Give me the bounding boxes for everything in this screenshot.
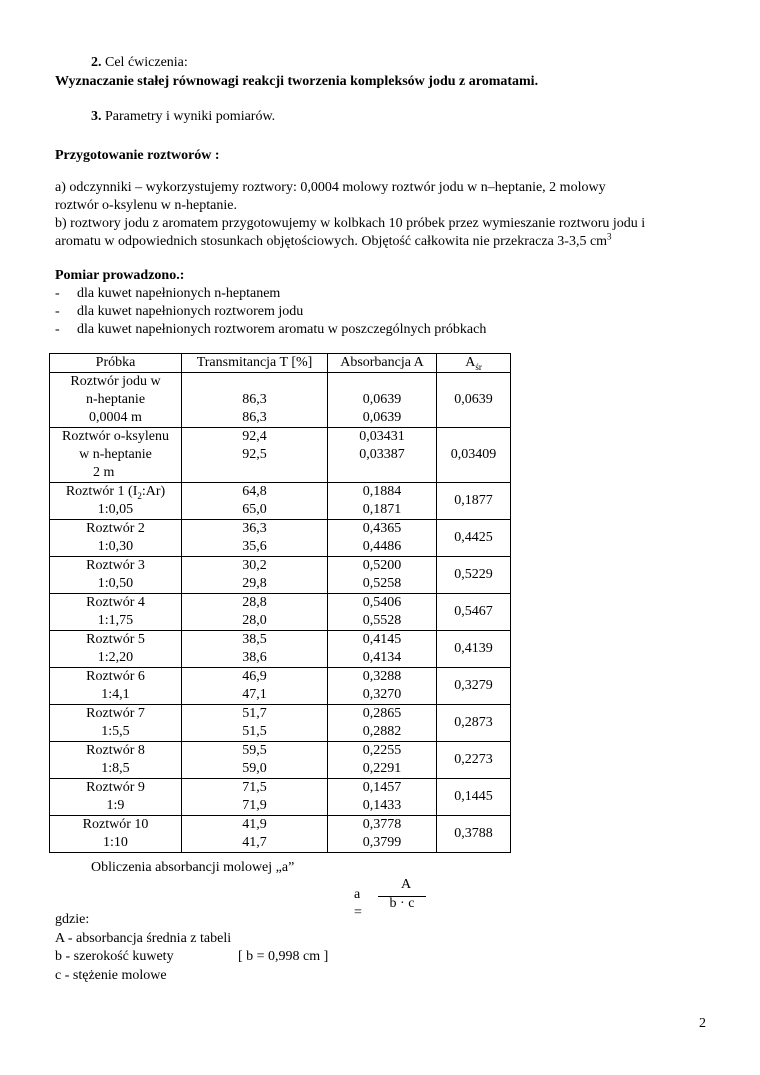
- goal-text: Wyznaczanie stałej równowagi reakcji tworzenia kompleksów jodu z aromatami.: [55, 74, 539, 89]
- cell-sample: [50, 631, 182, 668]
- cell-sample: [50, 520, 182, 557]
- cell-line: 59,0: [242, 761, 267, 776]
- cell-sample: [50, 428, 182, 483]
- section-2-number: 2.: [91, 55, 102, 70]
- cell-sample: [50, 594, 182, 631]
- table-row: [50, 520, 511, 557]
- cell-line-tail: :Ar): [141, 484, 166, 499]
- measure-item: [55, 285, 486, 303]
- para-b-line-1: b) roztwory jodu z aromatem przygotowujemy w kolbkach 10 próbek przez wymieszanie roztworu jodu i: [55, 216, 646, 231]
- legend-b: b - szerokość kuwety: [55, 949, 174, 964]
- cell-line: [328, 373, 436, 391]
- cell-line: 0,2255: [362, 743, 402, 758]
- cell-absorbance: [328, 705, 437, 742]
- cell-line: Roztwór 7: [86, 706, 145, 721]
- cell-transmittance: [182, 428, 328, 483]
- table-header-row: [50, 354, 511, 373]
- cell-line: 38,5: [242, 632, 267, 647]
- cell-line: 28,0: [242, 613, 267, 628]
- header-absorbance: Absorbancja A: [328, 354, 437, 373]
- cell-line: 41,7: [242, 835, 267, 850]
- cell-line: 30,2: [242, 558, 267, 573]
- cell-line: 0,1433: [362, 798, 402, 813]
- cell-line: Roztwór jodu w: [70, 374, 161, 389]
- cell-avg: 0,03409: [437, 428, 511, 483]
- cell-avg: 0,4139: [437, 631, 511, 668]
- cell-line: 0,1457: [362, 780, 402, 795]
- cell-line: 64,8: [242, 484, 267, 499]
- measure-item-text: dla kuwet napełnionych roztworem aromatu w poszczególnych próbkach: [77, 322, 487, 337]
- cell-sample: [50, 557, 182, 594]
- cell-line: 29,8: [242, 576, 267, 591]
- cell-line: 1:2,20: [97, 650, 134, 665]
- cell-transmittance: [182, 631, 328, 668]
- cell-absorbance: [328, 557, 437, 594]
- prep-heading: Przygotowanie roztworów :: [55, 148, 220, 163]
- cell-avg: 0,5467: [437, 594, 511, 631]
- legend-a: A - absorbancja średnia z tabeli: [55, 931, 232, 946]
- cell-line: Roztwór 9: [86, 780, 145, 795]
- cell-line: 1:10: [103, 835, 128, 850]
- cell-line: 1:1,75: [97, 613, 134, 628]
- cell-line: 92,5: [242, 447, 267, 462]
- para-a-line-1: a) odczynniki – wykorzystujemy roztwory: 0,0004 molowy roztwór jodu w n–heptanie, 2 molowy: [55, 180, 606, 195]
- cell-absorbance: [328, 483, 437, 520]
- cell-line: [328, 464, 436, 482]
- cell-line: 1:8,5: [101, 761, 130, 776]
- calc-heading: Obliczenia absorbancji molowej „a”: [91, 860, 295, 875]
- cell-absorbance: [328, 668, 437, 705]
- cell-line: [182, 373, 327, 391]
- table-row: [50, 668, 511, 705]
- cell-sample: [50, 742, 182, 779]
- cell-line: 0,0639: [362, 392, 402, 407]
- cell-line: 86,3: [242, 410, 267, 425]
- cell-line: Roztwór 2: [86, 521, 145, 536]
- cell-absorbance: [328, 594, 437, 631]
- cell-sample: [50, 816, 182, 853]
- cell-line: 65,0: [242, 502, 267, 517]
- cell-line: 1:0,30: [97, 539, 134, 554]
- table-row: [50, 594, 511, 631]
- para-a-line-2: roztwór o-ksylenu w n-heptanie.: [55, 198, 237, 213]
- measure-heading: Pomiar prowadzono.:: [55, 268, 185, 283]
- b-value: [ b = 0,998 cm ]: [238, 949, 329, 964]
- cell-line: w n-heptanie: [79, 447, 152, 462]
- cell-line: 28,8: [242, 595, 267, 610]
- cell-line: 0,5528: [362, 613, 402, 628]
- cell-line: 0,3288: [362, 669, 402, 684]
- para-b-line-2: [55, 233, 645, 251]
- section-3-number: 3.: [91, 109, 102, 124]
- cell-line: 38,6: [242, 650, 267, 665]
- cell-transmittance: [182, 816, 328, 853]
- bullet: -: [55, 322, 60, 337]
- header-transmittance: Transmitancja T [%]: [182, 354, 328, 373]
- cell-sample: [50, 779, 182, 816]
- cell-absorbance: [328, 816, 437, 853]
- cell-line: Roztwór 3: [86, 558, 145, 573]
- measure-list: [55, 285, 486, 339]
- cell-line: 35,6: [242, 539, 267, 554]
- formula-numerator: A: [400, 877, 412, 892]
- cell-line: 47,1: [242, 687, 267, 702]
- cell-line: 0,0004 m: [89, 410, 142, 425]
- cell-line-text: Roztwór 1 (I: [65, 484, 138, 499]
- cell-absorbance: [328, 779, 437, 816]
- cell-absorbance: [328, 742, 437, 779]
- para-b-line-2-text: aromatu w odpowiednich stosunkach objętościowych. Objętość całkowita nie przekracza 3-3,5 cm: [55, 234, 608, 249]
- header-sample: Próbka: [50, 354, 182, 373]
- cell-avg: 0,2273: [437, 742, 511, 779]
- section-2-label: Cel ćwiczenia:: [101, 55, 188, 70]
- cell-line: 0,5200: [362, 558, 402, 573]
- cell-avg: 0,1445: [437, 779, 511, 816]
- cell-line: 92,4: [242, 429, 267, 444]
- table-row: [50, 483, 511, 520]
- cell-line: 0,3270: [362, 687, 402, 702]
- formula-denominator: b · c: [389, 896, 415, 911]
- cell-line: 36,3: [242, 521, 267, 536]
- cell-transmittance: [182, 520, 328, 557]
- cell-line: 0,3778: [362, 817, 402, 832]
- cell-line: [182, 464, 327, 482]
- cell-line: 0,1871: [362, 502, 402, 517]
- cell-avg: 0,3279: [437, 668, 511, 705]
- where-label: gdzie:: [55, 912, 90, 927]
- table-row: [50, 557, 511, 594]
- header-avg-sub: śr: [475, 361, 482, 372]
- cell-transmittance: [182, 705, 328, 742]
- cell-line: 0,2882: [362, 724, 402, 739]
- cell-line: 0,1884: [362, 484, 402, 499]
- table-row: [50, 705, 511, 742]
- bullet: -: [55, 304, 60, 319]
- cell-line: 0,5258: [362, 576, 402, 591]
- cell-line: 0,4134: [362, 650, 402, 665]
- cell-avg: 0,2873: [437, 705, 511, 742]
- cell-absorbance: [328, 520, 437, 557]
- section-2-heading: [91, 54, 188, 72]
- cell-line: 51,7: [242, 706, 267, 721]
- cell-line: Roztwór o-ksylenu: [62, 429, 169, 444]
- section-3-heading: [91, 108, 275, 126]
- cell-sample: [50, 373, 182, 428]
- cell-transmittance: [182, 373, 328, 428]
- legend-c: c - stężenie molowe: [55, 968, 167, 983]
- cell-line: 1:5,5: [101, 724, 130, 739]
- cell-avg: 0,5229: [437, 557, 511, 594]
- cell-sample: [50, 668, 182, 705]
- cell-line: 0,3799: [362, 835, 402, 850]
- cell-transmittance: [182, 779, 328, 816]
- cell-line: 1:0,05: [97, 502, 134, 517]
- cell-line: 0,2865: [362, 706, 402, 721]
- bullet: -: [55, 286, 60, 301]
- cell-transmittance: [182, 594, 328, 631]
- para-a: [55, 179, 645, 251]
- cell-line: 0,5406: [362, 595, 402, 610]
- cell-line: 46,9: [242, 669, 267, 684]
- cell-line: 0,4145: [362, 632, 402, 647]
- results-table: [49, 353, 511, 853]
- cell-line: 51,5: [242, 724, 267, 739]
- table-row: [50, 631, 511, 668]
- cell-avg: 0,0639: [437, 373, 511, 428]
- measure-item-text: dla kuwet napełnionych roztworem jodu: [77, 304, 304, 319]
- table-row: [50, 742, 511, 779]
- cell-line: 0,4486: [362, 539, 402, 554]
- cell-avg: 0,3788: [437, 816, 511, 853]
- cell-line: 0,2291: [362, 761, 402, 776]
- cell-line: Roztwór 4: [86, 595, 145, 610]
- header-avg-absorbance: [437, 354, 511, 373]
- header-avg-main: A: [465, 355, 476, 370]
- cell-transmittance: [182, 742, 328, 779]
- measure-item: [55, 321, 486, 339]
- cell-line: n-heptanie: [85, 392, 146, 407]
- cell-line: 0,4365: [362, 521, 402, 536]
- cell-line: Roztwór 10: [82, 817, 149, 832]
- cell-absorbance: [328, 373, 437, 428]
- cell-line: 0,03387: [359, 447, 405, 462]
- page-number: 2: [699, 1016, 706, 1031]
- cell-avg: 0,1877: [437, 483, 511, 520]
- cell-absorbance: [328, 428, 437, 483]
- cell-line: [50, 483, 181, 501]
- cell-line: Roztwór 8: [86, 743, 145, 758]
- cell-line: 1:4,1: [101, 687, 130, 702]
- cell-line: 2 m: [93, 465, 115, 480]
- cell-line: 71,9: [242, 798, 267, 813]
- cell-sample: [50, 483, 182, 520]
- cell-absorbance: [328, 631, 437, 668]
- cell-line: 0,03431: [359, 429, 405, 444]
- cell-line: 1:9: [106, 798, 125, 813]
- table-row: [50, 373, 511, 428]
- table-row: [50, 428, 511, 483]
- measure-item-text: dla kuwet napełnionych n-heptanem: [77, 286, 281, 301]
- para-b-superscript: 3: [607, 231, 612, 242]
- cell-avg: 0,4425: [437, 520, 511, 557]
- cell-transmittance: [182, 557, 328, 594]
- cell-transmittance: [182, 668, 328, 705]
- table-row: [50, 816, 511, 853]
- cell-line: 0,0639: [362, 410, 402, 425]
- cell-line: 86,3: [242, 392, 267, 407]
- cell-line: 71,5: [242, 780, 267, 795]
- formula-lhs: a =: [354, 887, 362, 920]
- cell-transmittance: [182, 483, 328, 520]
- cell-subscript: 2: [137, 490, 142, 501]
- cell-line: Roztwór 6: [86, 669, 145, 684]
- section-3-label: Parametry i wyniki pomiarów.: [101, 109, 276, 124]
- cell-line: 59,5: [242, 743, 267, 758]
- table-row: [50, 779, 511, 816]
- measure-item: [55, 303, 486, 321]
- cell-line: Roztwór 5: [86, 632, 145, 647]
- cell-sample: [50, 705, 182, 742]
- cell-line: 41,9: [242, 817, 267, 832]
- cell-line: 1:0,50: [97, 576, 134, 591]
